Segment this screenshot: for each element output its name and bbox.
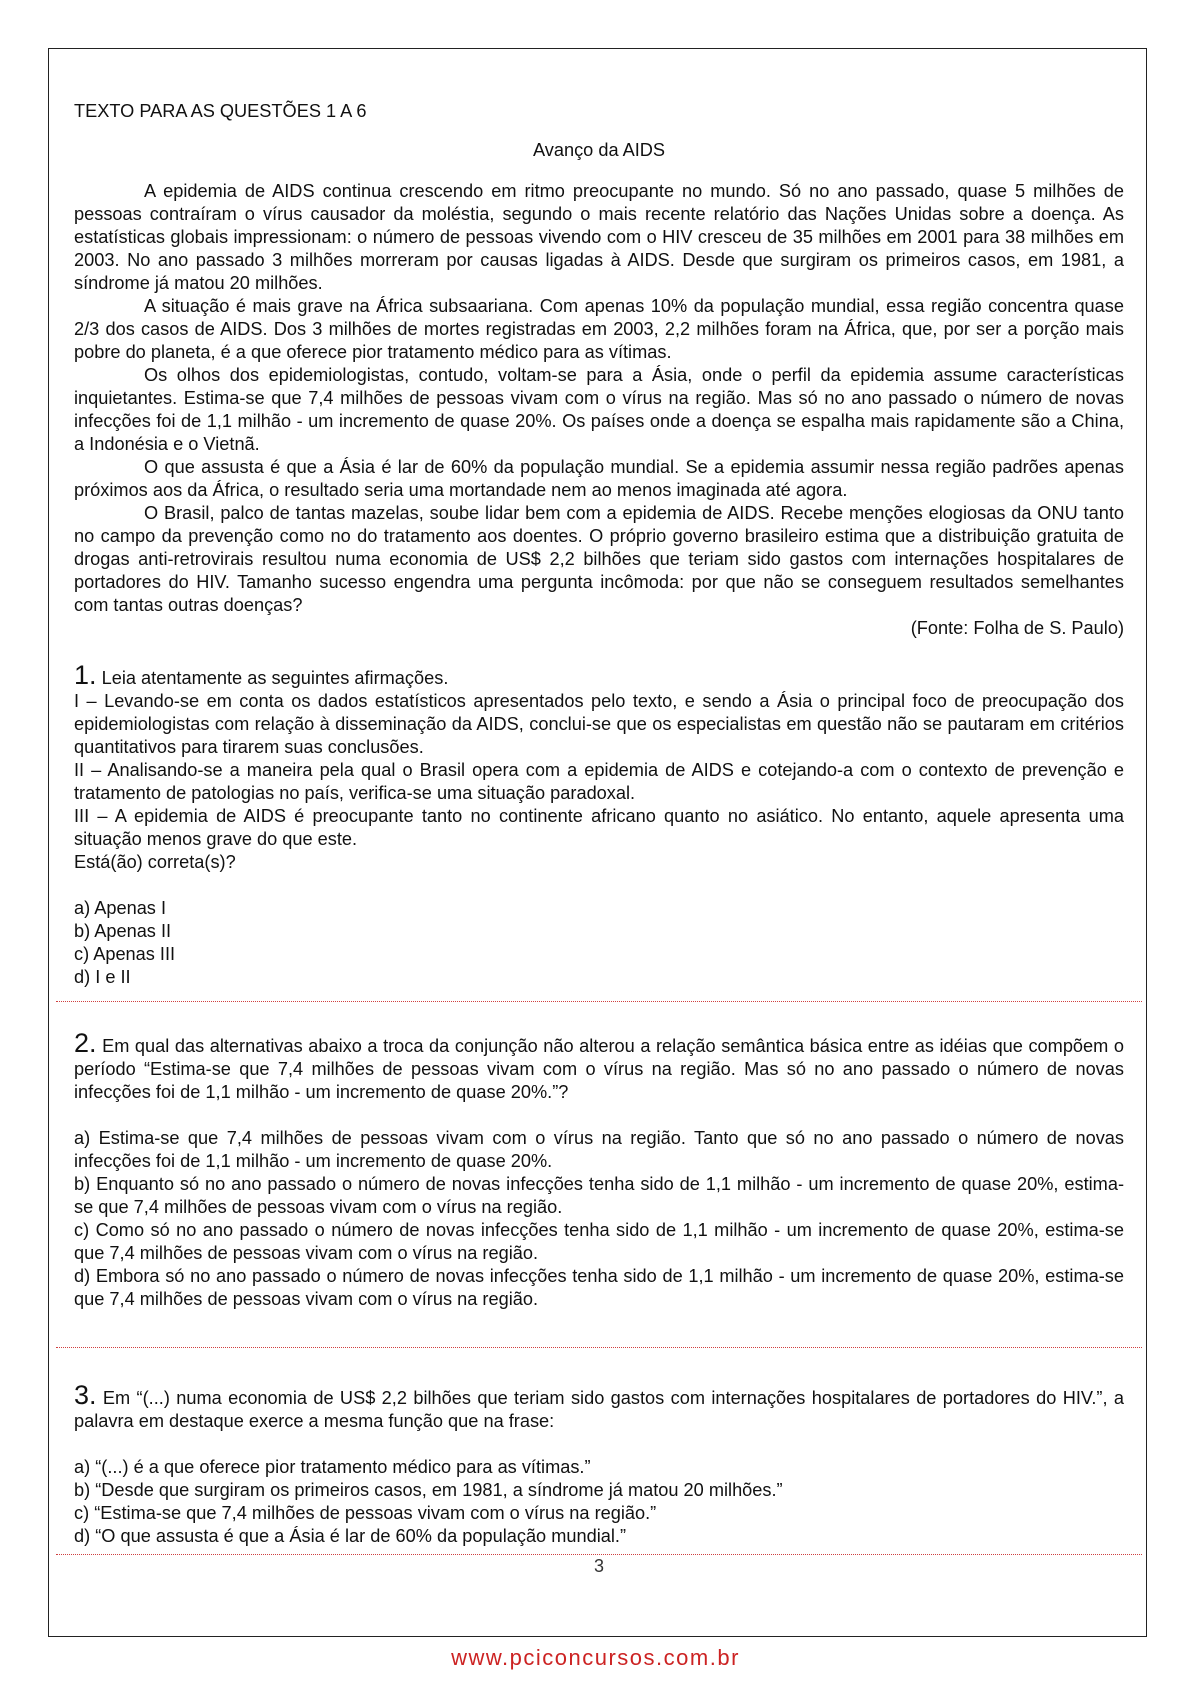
- question-2-stem: [74, 1028, 1124, 1104]
- answer-option: a) Apenas I: [74, 898, 167, 918]
- statement-item: I – Levando-se em conta os dados estatísticos apresentados pelo texto, e sendo a Ásia o principal foco de preocupação dos epidemiologistas com relação à disseminação da AIDS, conclui-se que os especialistas em questão não se pautaram em critérios quantitativos para tirarem suas conclusões.: [74, 691, 1124, 757]
- article-paragraph: O que assusta é que a Ásia é lar de 60% da população mundial. Se a epidemia assumir nessa região padrões apenas próximos aos da África, o resultado seria uma mortandade nem ao menos imaginada até agora.: [74, 457, 1124, 500]
- question-3-stem: [74, 1380, 1124, 1433]
- question-text: Em “(...) numa economia de US$ 2,2 bilhões que teriam sido gastos com internações hospitalares de portadores do HIV.”, a palavra em destaque exerce a mesma função que na frase:: [74, 1388, 1124, 1431]
- separator: [56, 1001, 1142, 1002]
- answer-option: d) “O que assusta é que a Ásia é lar de 60% da população mundial.”: [74, 1526, 627, 1546]
- question-number: 2.: [74, 1028, 97, 1058]
- separator: [56, 1554, 1142, 1555]
- page-content: [74, 100, 1124, 1578]
- article-paragraph: Os olhos dos epidemiologistas, contudo, voltam-se para a Ásia, onde o perfil da epidemia assume características inquietantes. Estima-se que 7,4 milhões de pessoas vivam com o vírus na região. Mas só no ano passado o número de novas infecções foi de 1,1 milhão - um incremento de quase 20%. Os países onde a doença se espalha mais rapidamente são a China, a Indonésia e o Vietnã.: [74, 365, 1124, 454]
- question-text: Em qual das alternativas abaixo a troca da conjunção não alterou a relação semântica básica entre as idéias que compõem o período “Estima-se que 7,4 milhões de pessoas vivam com o vírus na região. Mas só no ano passado o número de novas infecções foi de 1,1 milhão - um incremento de quase 20%.”?: [74, 1036, 1124, 1102]
- answer-option: d) Embora só no ano passado o número de novas infecções tenha sido de 1,1 milhão - um incremento de quase 20%, estima-se que 7,4 milhões de pessoas vivam com o vírus na região.: [74, 1266, 1124, 1309]
- article-paragraph: A epidemia de AIDS continua crescendo em ritmo preocupante no mundo. Só no ano passado, quase 5 milhões de pessoas contraíram o vírus causador da moléstia, segundo o mais recente relatório das Nações Unidas sobre a doença. As estatísticas globais impressionam: o número de pessoas vivendo com o HIV cresceu de 35 milhões em 2001 para 38 milhões em 2003. No ano passado 3 milhões morreram por causas ligadas à AIDS. Desde que surgiram os primeiros casos, em 1981, a síndrome já matou 20 milhões.: [74, 181, 1124, 293]
- statement-item: II – Analisando-se a maneira pela qual o Brasil opera com a epidemia de AIDS e cotejando-a com o contexto de prevenção e tratamento de patologias no país, verifica-se uma situação paradoxal.: [74, 760, 1124, 803]
- answer-option: c) Apenas III: [74, 944, 176, 964]
- answer-option: a) “(...) é a que oferece pior tratamento médico para as vítimas.”: [74, 1457, 591, 1477]
- question-number: 3.: [74, 1380, 97, 1410]
- question-text: Leia atentamente as seguintes afirmações.: [101, 668, 449, 688]
- article-paragraph: O Brasil, palco de tantas mazelas, soube lidar bem com a epidemia de AIDS. Recebe menções elogiosas da ONU tanto no campo da prevenção como no do tratamento aos doentes. O próprio governo brasileiro estima que a distribuição gratuita de drogas anti-retrovirais resultou numa economia de US$ 2,2 bilhões que teriam sido gastos com internações hospitalares de portadores do HIV. Tamanho sucesso engendra uma pergunta incômoda: por que não se conseguem resultados semelhantes com tantas outras doenças?: [74, 503, 1124, 615]
- answer-option: c) Como só no ano passado o número de novas infecções tenha sido de 1,1 milhão - um incremento de quase 20%, estima-se que 7,4 milhões de pessoas vivam com o vírus na região.: [74, 1220, 1124, 1263]
- page-number: 3: [593, 1556, 604, 1576]
- answer-option: b) Apenas II: [74, 921, 172, 941]
- section-header: TEXTO PARA AS QUESTÕES 1 A 6: [74, 101, 367, 121]
- article-paragraph: A situação é mais grave na África subsaariana. Com apenas 10% da população mundial, essa região concentra quase 2/3 dos casos de AIDS. Dos 3 milhões de mortes registradas em 2003, 2,2 milhões foram na África, que, por ser a porção mais pobre do planeta, é a que oferece pior tratamento médico para as vítimas.: [74, 296, 1124, 362]
- answer-option: b) “Desde que surgiram os primeiros casos, em 1981, a síndrome já matou 20 milhões.”: [74, 1480, 783, 1500]
- article-source: (Fonte: Folha de S. Paulo): [910, 618, 1124, 638]
- answer-option: c) “Estima-se que 7,4 milhões de pessoas vivam com o vírus na região.”: [74, 1503, 657, 1523]
- answer-option: d) I e II: [74, 967, 131, 987]
- question-1-stem: [74, 660, 1124, 690]
- answer-option: b) Enquanto só no ano passado o número de novas infecções tenha sido de 1,1 milhão - um incremento de quase 20%, estima-se que 7,4 milhões de pessoas vivam com o vírus na região.: [74, 1174, 1124, 1217]
- question-prompt: Está(ão) correta(s)?: [74, 852, 236, 872]
- answer-option: a) Estima-se que 7,4 milhões de pessoas vivam com o vírus na região. Tanto que só no ano passado o número de novas infecções foi de 1,1 milhão - um incremento de quase 20%.: [74, 1128, 1124, 1171]
- question-number: 1.: [74, 660, 97, 690]
- statement-item: III – A epidemia de AIDS é preocupante tanto no continente africano quanto no asiático. No entanto, aquele apresenta uma situação menos grave do que este.: [74, 806, 1124, 849]
- article-title: Avanço da AIDS: [532, 140, 666, 160]
- footer-url[interactable]: www.pciconcursos.com.br: [451, 1645, 740, 1670]
- separator: [56, 1347, 1142, 1348]
